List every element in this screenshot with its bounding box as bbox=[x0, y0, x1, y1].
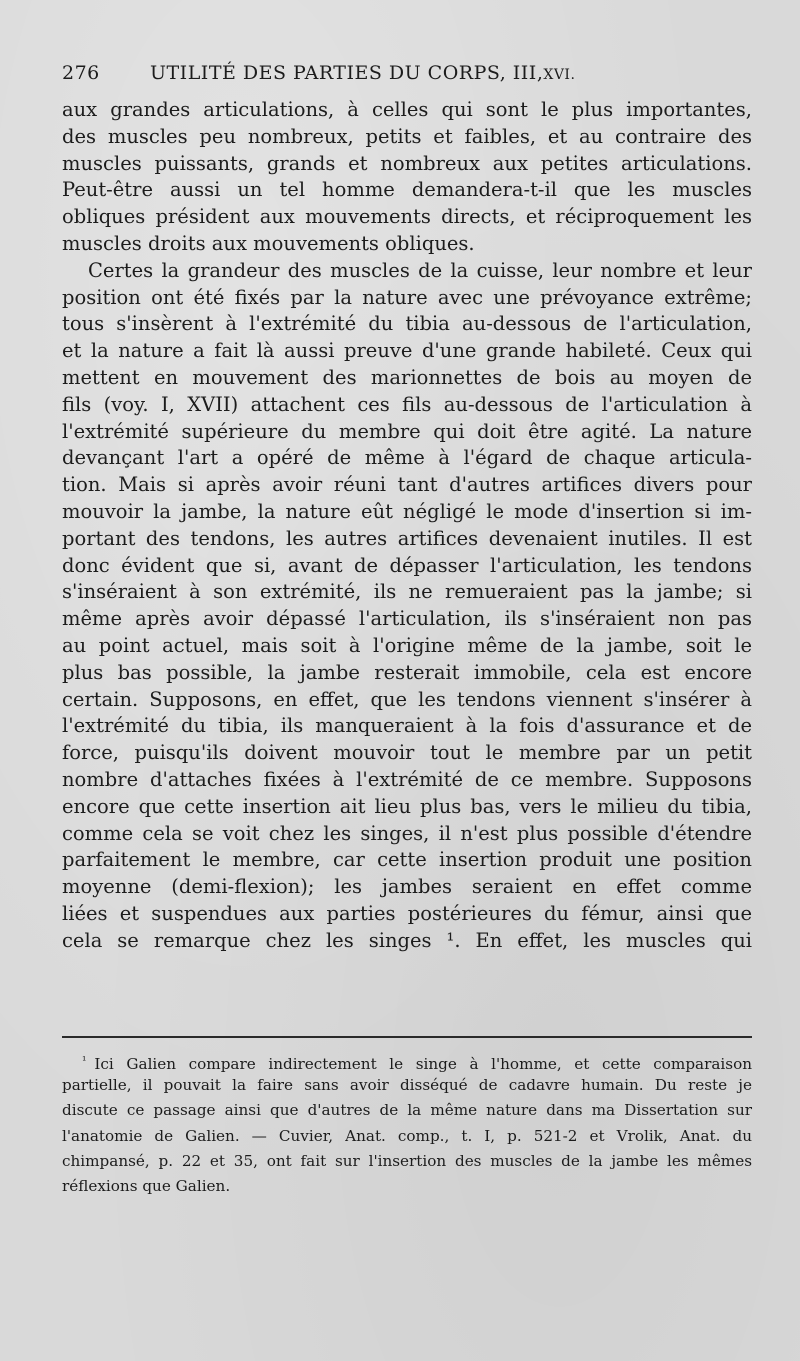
body-line: l'extrémité du tibia, ils manqueraient à la fois d'assurance et de bbox=[62, 714, 752, 738]
body-line: muscles puissants, grands et nombreux aux petites articulations. bbox=[62, 151, 752, 175]
body-line: mettent en mouvement des marionnettes de bois au moyen de bbox=[62, 365, 752, 389]
body-line: s'inséraient à son extrémité, ils ne remueraient pas la jambe; si bbox=[62, 580, 752, 604]
body-line: encore que cette insertion ait lieu plus bas, vers le milieu du tibia, bbox=[62, 794, 752, 818]
body-line: obliques président aux mouvements directs, et réciproquement les bbox=[62, 205, 752, 229]
body-line: nombre d'attaches fixées à l'extrémité de ce membre. Supposons bbox=[62, 767, 752, 791]
body-line: parfaitement le membre, car cette insertion produit une position bbox=[62, 848, 752, 872]
body-line: certain. Supposons, en effet, que les tendons viennent s'insérer à bbox=[62, 687, 752, 711]
body-line: muscles droits aux mouvements obliques. bbox=[62, 231, 475, 255]
body-line: devançant l'art a opéré de même à l'égard de chaque articula- bbox=[62, 446, 752, 470]
body-line: Certes la grandeur des muscles de la cuisse, leur nombre et leur bbox=[88, 258, 752, 282]
running-section: XVI. bbox=[543, 67, 576, 83]
body-line: fils (voy. I, XVII) attachent ces fils au-dessous de l'articulation à bbox=[62, 392, 752, 416]
running-head bbox=[62, 62, 752, 84]
body-line: moyenne (demi-flexion); les jambes seraient en effet comme bbox=[62, 875, 752, 899]
footnote-marker: ¹ bbox=[82, 1054, 87, 1067]
page-number: 276 bbox=[62, 62, 100, 84]
footnote-rule bbox=[62, 1036, 752, 1038]
footnote-text: Ici Galien compare indirectement le singe à l'homme, et cette comparaison bbox=[94, 1055, 752, 1073]
footnote-line: l'anatomie de Galien. — Cuvier, Anat. comp., t. I, p. 521-2 et Vrolik, Anat. du bbox=[62, 1126, 752, 1145]
body-line: position ont été fixés par la nature avec une prévoyance extrême; bbox=[62, 285, 752, 309]
footnote-line: chimpansé, p. 22 et 35, ont fait sur l'insertion des muscles de la jambe les mêmes bbox=[62, 1151, 752, 1170]
body-text bbox=[62, 97, 752, 955]
running-title: UTILITÉ DES PARTIES DU CORPS, III, bbox=[150, 62, 544, 84]
body-line: liées et suspendues aux parties postérieures du fémur, ainsi que bbox=[62, 901, 752, 925]
footnote-line: réflexions que Galien. bbox=[62, 1176, 231, 1195]
footnote-line: partielle, il pouvait la faire sans avoir disséqué de cadavre humain. Du reste je bbox=[62, 1076, 752, 1095]
body-line: cela se remarque chez les singes ¹. En effet, les muscles qui bbox=[62, 928, 752, 952]
body-line: force, puisqu'ils doivent mouvoir tout le membre par un petit bbox=[62, 741, 752, 765]
body-line: l'extrémité supérieure du membre qui doit être agité. La nature bbox=[62, 419, 752, 443]
body-line: même après avoir dépassé l'articulation, ils s'inséraient non pas bbox=[62, 607, 752, 631]
body-line: Peut-être aussi un tel homme demandera-t-il que les muscles bbox=[62, 178, 752, 202]
body-line: et la nature a fait là aussi preuve d'une grande habileté. Ceux qui bbox=[62, 339, 752, 363]
body-line: tous s'insèrent à l'extrémité du tibia au-dessous de l'articulation, bbox=[62, 312, 752, 336]
body-line: comme cela se voit chez les singes, il n'est plus possible d'étendre bbox=[62, 821, 752, 845]
footnote bbox=[62, 1048, 752, 1199]
body-line: portant des tendons, les autres artifices devenaient inutiles. Il est bbox=[62, 526, 752, 550]
body-line: mouvoir la jambe, la nature eût négligé le mode d'insertion si im- bbox=[62, 499, 752, 523]
body-line: des muscles peu nombreux, petits et faibles, et au contraire des bbox=[62, 124, 752, 148]
body-line: plus bas possible, la jambe resterait immobile, cela est encore bbox=[62, 660, 752, 684]
body-line: au point actuel, mais soit à l'origine même de la jambe, soit le bbox=[62, 633, 752, 657]
body-line: aux grandes articulations, à celles qui sont le plus importantes, bbox=[62, 98, 752, 121]
footnote-line-1 bbox=[62, 1048, 752, 1073]
body-line: donc évident que si, avant de dépasser l'articulation, les tendons bbox=[62, 553, 752, 577]
body-line: tion. Mais si après avoir réuni tant d'autres artifices divers pour bbox=[62, 473, 752, 497]
footnote-line: discute ce passage ainsi que d'autres de la même nature dans ma Dissertation sur bbox=[62, 1101, 752, 1120]
